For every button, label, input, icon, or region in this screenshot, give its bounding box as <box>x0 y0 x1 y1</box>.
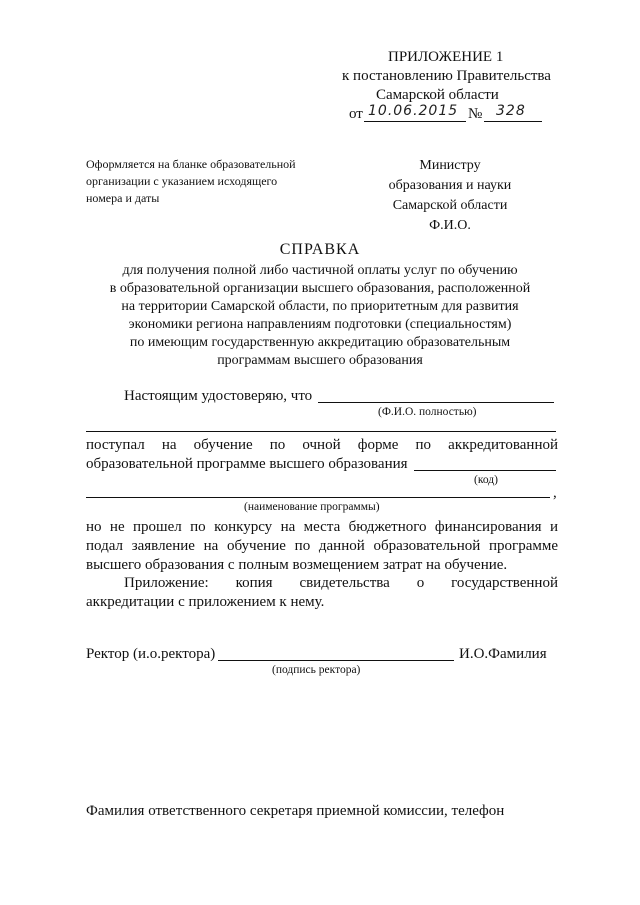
attachment-line-2: аккредитации с приложением к нему. <box>86 594 325 610</box>
subtitle-line: программам высшего образования <box>217 353 423 368</box>
fio-blank-line <box>318 402 554 403</box>
appendix-decree-line: к постановлению Правительства <box>342 68 551 84</box>
program-line: образовательной программе высшего образования <box>86 456 408 472</box>
certify-text: Настоящим удостоверяю, что <box>124 388 313 404</box>
signature-caption: (подпись ректора) <box>272 664 361 676</box>
program-caption: (наименование программы) <box>244 501 380 513</box>
appendix-date: 10.06.2015 <box>368 103 459 119</box>
blank-note <box>86 157 296 205</box>
subtitle-line: в образовательной организации высшего образования, расположенной <box>109 281 531 296</box>
program-comma: , <box>553 485 557 501</box>
program-name-blank-line <box>86 497 550 498</box>
enrolled-line: поступал на обучение по очной форме по аккредитованной <box>86 437 558 453</box>
paragraph-line: но не прошел по конкурсу на места бюджетного финансирования и <box>86 519 558 535</box>
fio-caption: (Ф.И.О. полностью) <box>378 406 477 418</box>
blank-note-line: номера и даты <box>86 191 160 205</box>
main-paragraph <box>86 518 558 575</box>
footer-secretary: Фамилия ответственного секретаря приемной комиссии, телефон <box>86 803 505 819</box>
signature-blank-line <box>218 660 454 661</box>
subtitle-line: экономики региона направлениям подготовки (специальностям) <box>128 317 512 332</box>
blank-note-line: организации с указанием исходящего <box>86 174 278 188</box>
rector-name: И.О.Фамилия <box>459 646 547 662</box>
appendix-title: ПРИЛОЖЕНИЕ 1 <box>388 49 504 65</box>
blank-note-line: Оформляется на бланке образовательной <box>86 157 296 171</box>
subtitle-line: по имеющим государственную аккредитацию образовательным <box>129 335 511 350</box>
rector-label: Ректор (и.о.ректора) <box>86 646 216 662</box>
addressee-line: Ф.И.О. <box>429 218 471 233</box>
attachment-line: Приложение: копия свидетельства о государственной <box>124 575 558 591</box>
subtitle-line: на территории Самарской области, по приоритетным для развития <box>121 299 519 314</box>
addressee <box>350 157 550 235</box>
appendix-from-label: от <box>349 106 363 122</box>
addressee-line: образования и науки <box>388 178 512 193</box>
number-underline <box>484 121 542 122</box>
appendix-number-label: № <box>468 106 483 122</box>
date-underline <box>364 121 466 122</box>
appendix-region-line: Самарской области <box>376 87 499 103</box>
addressee-line: Самарской области <box>392 198 508 213</box>
appendix-number: 328 <box>496 103 526 119</box>
fio-continuation-line <box>86 431 556 432</box>
document-title: СПРАВКА <box>279 241 361 258</box>
addressee-line: Министру <box>419 158 481 173</box>
code-caption: (код) <box>474 474 498 486</box>
code-blank-line <box>414 470 556 471</box>
paragraph-line: высшего образования с полным возмещением затрат на обучение. <box>86 557 508 573</box>
subtitle-line: для получения полной либо частичной оплаты услуг по обучению <box>122 263 518 278</box>
paragraph-line: подал заявление на обучение по данной образовательной программе <box>86 538 558 554</box>
document-subtitle <box>0 262 640 370</box>
